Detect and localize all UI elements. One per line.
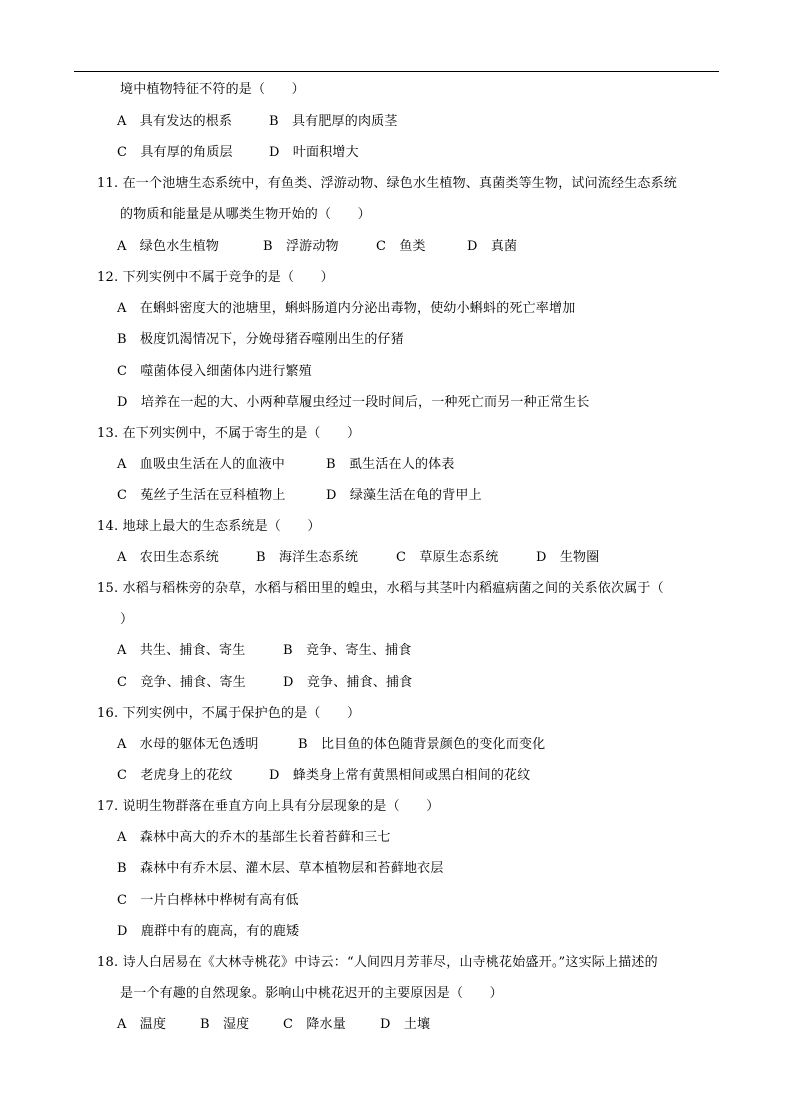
q15-options-row1 bbox=[117, 642, 412, 660]
q16-option-b: B 比目鱼的体色随背景颜色的变化而变化 bbox=[298, 737, 546, 752]
q10-stem-continuation: 境中植物特征不符的是（ ） bbox=[120, 82, 305, 97]
q11-option-c: C 鱼类 bbox=[376, 239, 426, 254]
q15-option-c: C 竞争、捕食、寄生 bbox=[117, 675, 246, 690]
q10-option-c: C 具有厚的角质层 bbox=[117, 145, 233, 160]
q18-option-c: C 降水量 bbox=[283, 1017, 346, 1032]
q12-option-c: C 噬菌体侵入细菌体内进行繁殖 bbox=[117, 364, 312, 379]
q14-stem: 14. 地球上最大的生态系统是（ ） bbox=[97, 519, 321, 534]
q18-stem: 18. 诗人白居易在《大林寺桃花》中诗云：“人间四月芳菲尽，山寺桃花始盛开。”这实际上描述的 bbox=[97, 955, 658, 970]
q15-option-b: B 竞争、寄生、捕食 bbox=[283, 643, 412, 658]
q17-option-a: A 森林中高大的乔木的基部生长着苔藓和三七 bbox=[117, 830, 391, 845]
q10-option-d: D 叶面积增大 bbox=[269, 145, 359, 160]
q14-options bbox=[117, 549, 599, 567]
q16-option-a: A 水母的躯体无色透明 bbox=[117, 737, 259, 752]
q15-option-a: A 共生、捕食、寄生 bbox=[117, 643, 246, 658]
q11-option-b: B 浮游动物 bbox=[263, 239, 339, 254]
q14-option-c: C 草原生态系统 bbox=[396, 550, 499, 565]
q17-stem: 17. 说明生物群落在垂直方向上具有分层现象的是（ ） bbox=[97, 799, 440, 814]
q14-option-a: A 农田生态系统 bbox=[117, 550, 219, 565]
q13-option-a: A 血吸虫生活在人的血液中 bbox=[117, 457, 285, 472]
q13-stem: 13. 在下列实例中，不属于寄生的是（ ） bbox=[97, 426, 361, 441]
q13-option-d: D 绿藻生活在龟的背甲上 bbox=[326, 488, 482, 503]
q11-option-d: D 真菌 bbox=[467, 239, 518, 254]
q18-option-b: B 湿度 bbox=[200, 1017, 250, 1032]
q16-stem: 16. 下列实例中，不属于保护色的是（ ） bbox=[97, 706, 361, 721]
q16-options-row1 bbox=[117, 736, 545, 754]
q18-option-a: A 温度 bbox=[117, 1017, 167, 1032]
q15-options-row2 bbox=[117, 674, 412, 692]
q15-option-d: D 竞争、捕食、捕食 bbox=[283, 675, 413, 690]
q17-option-c: C 一片白桦林中桦树有高有低 bbox=[117, 893, 299, 908]
q18-option-d: D 土壤 bbox=[380, 1017, 431, 1032]
q13-options-row2 bbox=[117, 487, 482, 505]
q12-option-b: B 极度饥渴情况下，分娩母猪吞噬刚出生的仔猪 bbox=[117, 332, 404, 347]
q11-options bbox=[117, 238, 517, 256]
q13-options-row1 bbox=[117, 456, 455, 474]
q16-options-row2 bbox=[117, 767, 530, 785]
q18-options bbox=[117, 1016, 430, 1034]
q12-option-a: A 在蝌蚪密度大的池塘里，蝌蚪肠道内分泌出毒物，使幼小蝌蚪的死亡率增加 bbox=[117, 301, 576, 316]
q12-option-d: D 培养在一起的大、小两种草履虫经过一段时间后，一种死亡而另一种正常生长 bbox=[117, 395, 590, 410]
q16-option-c: C 老虎身上的花纹 bbox=[117, 768, 233, 783]
q14-option-b: B 海洋生态系统 bbox=[256, 550, 359, 565]
q18-stem-continuation: 是一个有趣的自然现象。影响山中桃花迟开的主要原因是（ ） bbox=[120, 986, 503, 1001]
header-rule bbox=[74, 71, 719, 72]
q11-stem: 11. 在一个池塘生态系统中，有鱼类、浮游动物、绿色水生植物、真菌类等生物，试问流经生态系统 bbox=[97, 176, 678, 191]
q11-option-a: A 绿色水生植物 bbox=[117, 239, 219, 254]
q15-stem: 15. 水稻与稻株旁的杂草，水稻与稻田里的蝗虫，水稻与其茎叶内稻瘟病菌之间的关系依次属于（ bbox=[97, 581, 664, 596]
q13-option-c: C 菟丝子生活在豆科植物上 bbox=[117, 488, 286, 503]
q13-option-b: B 虱生活在人的体表 bbox=[326, 457, 455, 472]
q16-option-d: D 蜂类身上常有黄黑相间或黑白相间的花纹 bbox=[269, 768, 531, 783]
q14-option-d: D 生物圈 bbox=[536, 550, 600, 565]
q10-options-row2 bbox=[117, 144, 359, 162]
q10-option-a: A 具有发达的根系 bbox=[117, 114, 233, 129]
q15-stem-continuation: ） bbox=[120, 612, 134, 627]
q12-stem: 12. 下列实例中不属于竞争的是（ ） bbox=[97, 270, 334, 285]
q17-option-b: B 森林中有乔木层、灌木层、草本植物层和苔藓地衣层 bbox=[117, 861, 444, 876]
q17-option-d: D 鹿群中有的鹿高，有的鹿矮 bbox=[117, 924, 300, 939]
q11-stem-continuation: 的物质和能量是从哪类生物开始的（ ） bbox=[120, 207, 371, 222]
q10-option-b: B 具有肥厚的肉质茎 bbox=[269, 114, 398, 129]
q10-options-row1 bbox=[117, 113, 398, 131]
